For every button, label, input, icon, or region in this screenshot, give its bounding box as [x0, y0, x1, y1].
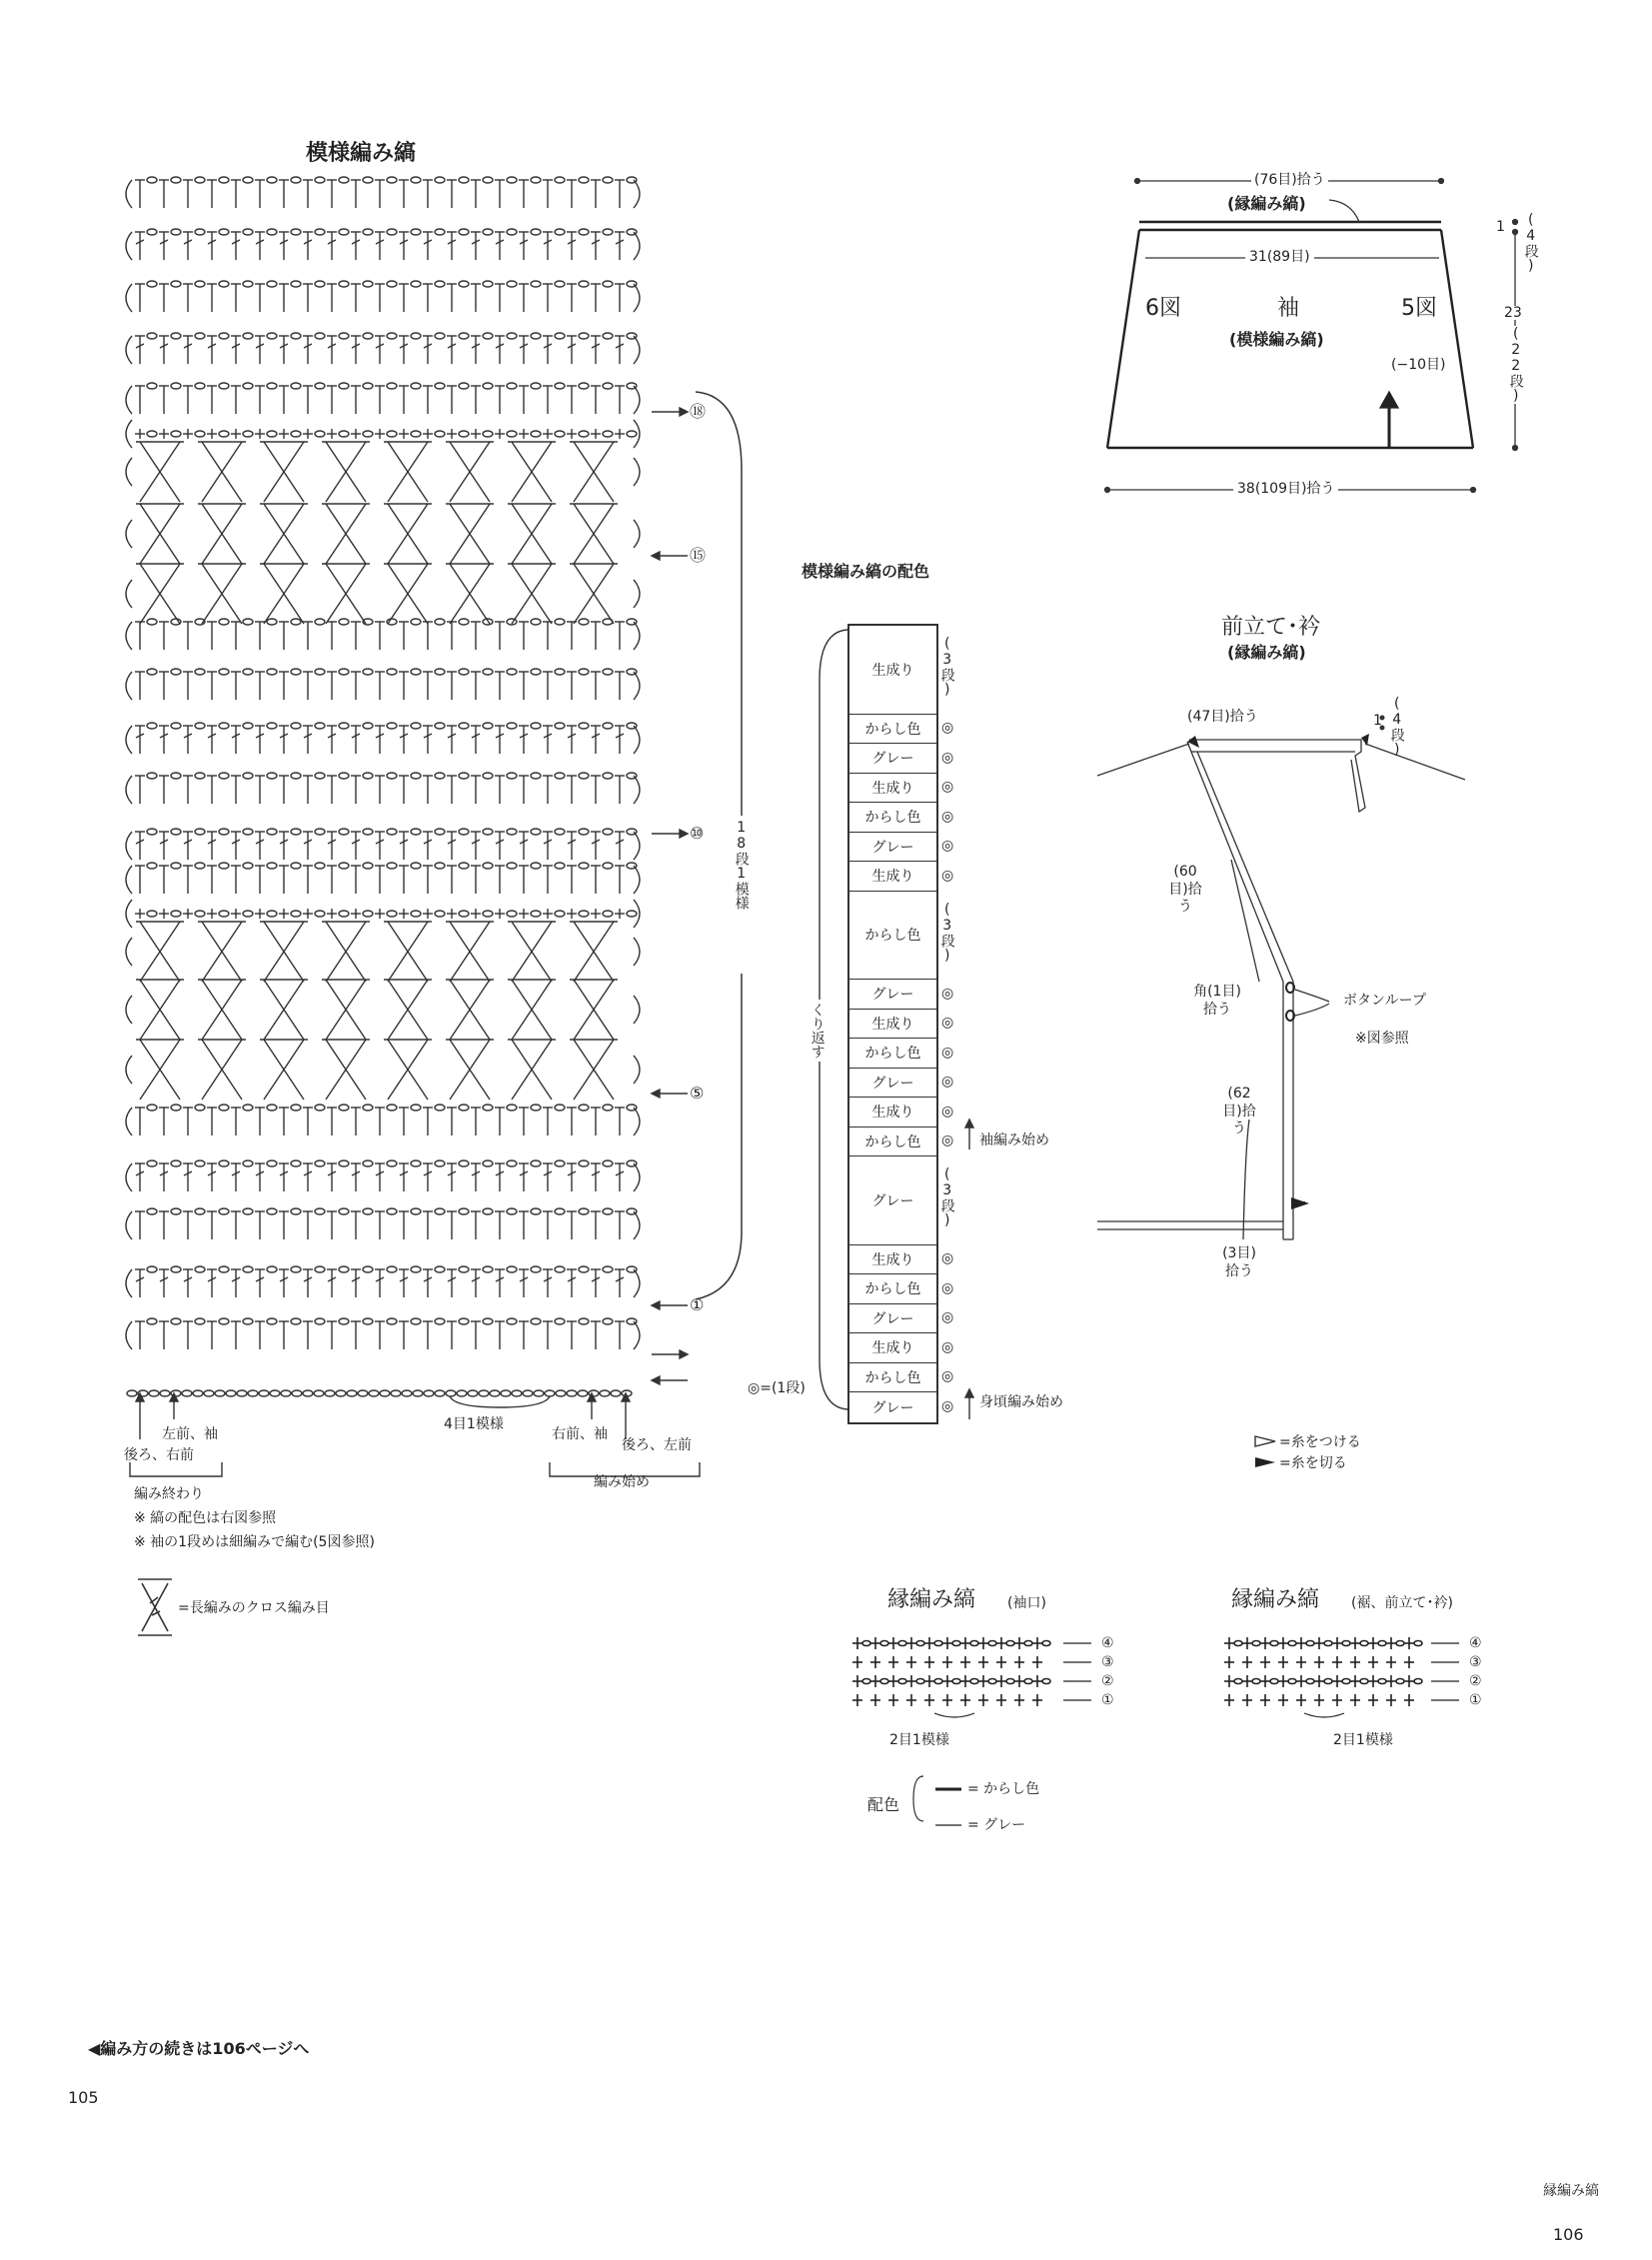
row-marker-5: ⑤: [690, 1084, 705, 1103]
continue-link[interactable]: ◀編み方の続きは106ページへ: [88, 2039, 310, 2058]
cuff-marker-2: ②: [1101, 1673, 1114, 1689]
color-row: グレー: [849, 744, 936, 774]
hem-edge-repeat: 2目1模様: [1333, 1732, 1393, 1748]
color-row-rows: (3段): [938, 1166, 955, 1228]
note-sleeve: ※ 袖の1段めは細編みで編む(5図参照): [134, 1534, 375, 1550]
color-row-rows: ◎: [941, 779, 954, 796]
color-row-rows: ◎: [941, 1250, 954, 1267]
cuff-edge-sub: (袖口): [1007, 1595, 1046, 1611]
color-row-rows: ◎: [941, 1368, 954, 1385]
front-rows-num: 1: [1373, 713, 1382, 729]
body-start-label: 身頃編み始め: [979, 1394, 1063, 1410]
color-row: 生成り: [849, 1010, 936, 1040]
color-row: からし色: [849, 892, 936, 981]
color-table: [847, 624, 938, 1424]
color-row: からし色: [849, 715, 936, 745]
color-row: 生成り: [849, 1098, 936, 1128]
corner-pickup: 角(1目)拾う: [1193, 984, 1241, 1018]
hem-marker-2: ②: [1469, 1673, 1482, 1689]
note-stripe: ※ 縞の配色は右図参照: [134, 1510, 277, 1526]
table-arrows: [965, 1120, 973, 1419]
end-label: 編み終わり: [134, 1486, 204, 1502]
see-fig: ※図参照: [1355, 1031, 1409, 1047]
sleeve-height: 23: [1504, 305, 1522, 321]
cuff-marker-1: ①: [1101, 1692, 1114, 1708]
fig6-label: 6図: [1145, 296, 1181, 321]
color-row-rows: ◎: [941, 749, 954, 766]
color-row-rows: ◎: [941, 1103, 954, 1120]
attach-thread-icon: [1255, 1436, 1275, 1446]
page-number-left: 105: [68, 2088, 99, 2107]
pickup-3: (3目)拾う: [1222, 1245, 1256, 1279]
color-row: 生成り: [849, 1333, 936, 1363]
color-row-rows: ◎: [941, 720, 954, 737]
row-arrows: [652, 408, 688, 1384]
color-legend-thick: = からし色: [967, 1781, 1040, 1797]
pickup-62: (62目)拾う: [1222, 1086, 1256, 1136]
row-marker-18: ⑱: [690, 402, 707, 421]
pickup-60: (60目)拾う: [1168, 864, 1202, 915]
stitch-repeat: 4目1模様: [444, 1416, 504, 1432]
color-row-rows: ◎: [941, 867, 954, 884]
color-row-rows: ◎: [941, 1044, 954, 1061]
hem-edge-chart: [1224, 1637, 1459, 1717]
hem-edge-title: 縁編み縞: [1231, 1587, 1320, 1612]
hem-marker-1: ①: [1469, 1692, 1482, 1708]
cuff-marker-4: ④: [1101, 1635, 1114, 1651]
sleeve-name: 袖: [1277, 296, 1300, 321]
color-row: からし色: [849, 1039, 936, 1069]
color-row: からし色: [849, 803, 936, 833]
color-row-rows: (3段): [938, 636, 955, 698]
color-row: からし色: [849, 1363, 936, 1393]
color-table-title: 模様編み縞の配色: [802, 562, 930, 581]
hem-marker-3: ③: [1469, 1654, 1482, 1670]
label-back-left: 後ろ、左前: [622, 1437, 692, 1453]
sleeve-pattern: (模様編み縞): [1229, 330, 1324, 349]
color-row: グレー: [849, 1069, 936, 1099]
color-row: グレー: [871, 1399, 914, 1416]
hem-edge-sub: (裾、前立て･衿): [1351, 1595, 1453, 1611]
color-row-rows: ◎: [941, 1132, 954, 1149]
color-row: グレー: [849, 1156, 936, 1245]
cuff-marker-3: ③: [1101, 1654, 1114, 1670]
color-row: グレー: [849, 1304, 936, 1334]
color-row: 生成り: [849, 862, 936, 892]
repeat-label: くり返す: [810, 1000, 825, 1062]
front-title: 前立て･衿: [1221, 615, 1321, 640]
front-band: [1097, 740, 1465, 1239]
front-subtitle: (縁編み縞): [1227, 643, 1306, 662]
cuff-edge-title: 縁編み縞: [887, 1587, 976, 1612]
color-row-rows: (3段): [938, 901, 955, 964]
pickup-47: (47目)拾う: [1187, 709, 1258, 725]
color-legend-label: 配色: [867, 1795, 900, 1814]
row-marker-1: ①: [690, 1295, 705, 1314]
row-marker-15: ⑮: [690, 546, 707, 565]
repeat-18-rows: 18段1模様: [734, 816, 749, 974]
end-brace: [130, 1462, 222, 1476]
color-row: 生成り: [849, 1245, 936, 1275]
cross-stitch-symbol: [138, 1579, 172, 1635]
repeat-brace: [450, 1396, 550, 1407]
sleeve-decrease: (−10目): [1391, 357, 1446, 373]
cuff-edge-chart: [852, 1637, 1091, 1717]
row-legend: ◎=(1段): [748, 1380, 806, 1396]
color-row-rows: ◎: [941, 1015, 954, 1032]
color-row-rows: ◎: [941, 1397, 954, 1414]
color-row: からし色: [849, 1274, 936, 1304]
row-marker-10: ⑩: [690, 824, 705, 843]
button-loop: ボタンループ: [1343, 993, 1426, 1009]
front-marks: [1187, 734, 1369, 1209]
sleeve-top-pickup: (76目)拾う: [1251, 173, 1328, 187]
fig5-label: 5図: [1401, 296, 1437, 321]
color-row-rows: ◎: [941, 1279, 954, 1296]
sleeve-bottom-pickup: 38(109目)拾う: [1233, 482, 1338, 496]
label-left-sleeve: 左前、袖: [162, 1426, 218, 1442]
color-row: グレー: [849, 833, 936, 863]
color-row-rows: ◎: [941, 1309, 954, 1326]
cuff-edge-repeat: 2目1模様: [889, 1732, 949, 1748]
color-row-rows: ◎: [941, 985, 954, 1002]
color-row-rows: ◎: [941, 808, 954, 825]
cross-legend: =長編みのクロス編み目: [178, 1600, 330, 1616]
label-back-right: 後ろ、右前: [124, 1447, 194, 1463]
attach-legend: =糸をつける: [1279, 1434, 1361, 1450]
color-row: 生成り: [849, 626, 936, 715]
color-row-rows: ◎: [941, 1338, 954, 1355]
sleeve-start-label: 袖編み始め: [979, 1132, 1049, 1148]
start-label: 編み始め: [594, 1474, 650, 1490]
sleeve-border-rows: (4段): [1522, 212, 1539, 274]
color-legend-thin: = グレー: [967, 1817, 1026, 1833]
color-row-rows: ◎: [941, 1074, 954, 1091]
color-row: 生成り: [849, 774, 936, 804]
label-right-sleeve: 右前、袖: [552, 1426, 608, 1442]
hem-marker-4: ④: [1469, 1635, 1482, 1651]
cut-legend: =糸を切る: [1279, 1455, 1347, 1471]
sleeve-width-top: 31(89目): [1245, 250, 1314, 264]
section-label: 縁編み縞: [1543, 2183, 1599, 2199]
color-row: からし色: [849, 1128, 936, 1157]
cut-thread-icon: [1255, 1457, 1275, 1467]
pattern-title: 模様編み縞: [306, 141, 417, 166]
front-rows: (4段): [1388, 696, 1405, 758]
page-number-right: 106: [1553, 2225, 1584, 2244]
sleeve-border: (縁編み縞): [1227, 194, 1306, 213]
sleeve-border-rows-num: 1: [1496, 219, 1505, 235]
color-row-rows: ◎: [941, 838, 954, 855]
sleeve-height-rows: (22段): [1507, 326, 1524, 404]
stitch-chart: [126, 177, 640, 1396]
color-row: グレー: [849, 980, 936, 1010]
